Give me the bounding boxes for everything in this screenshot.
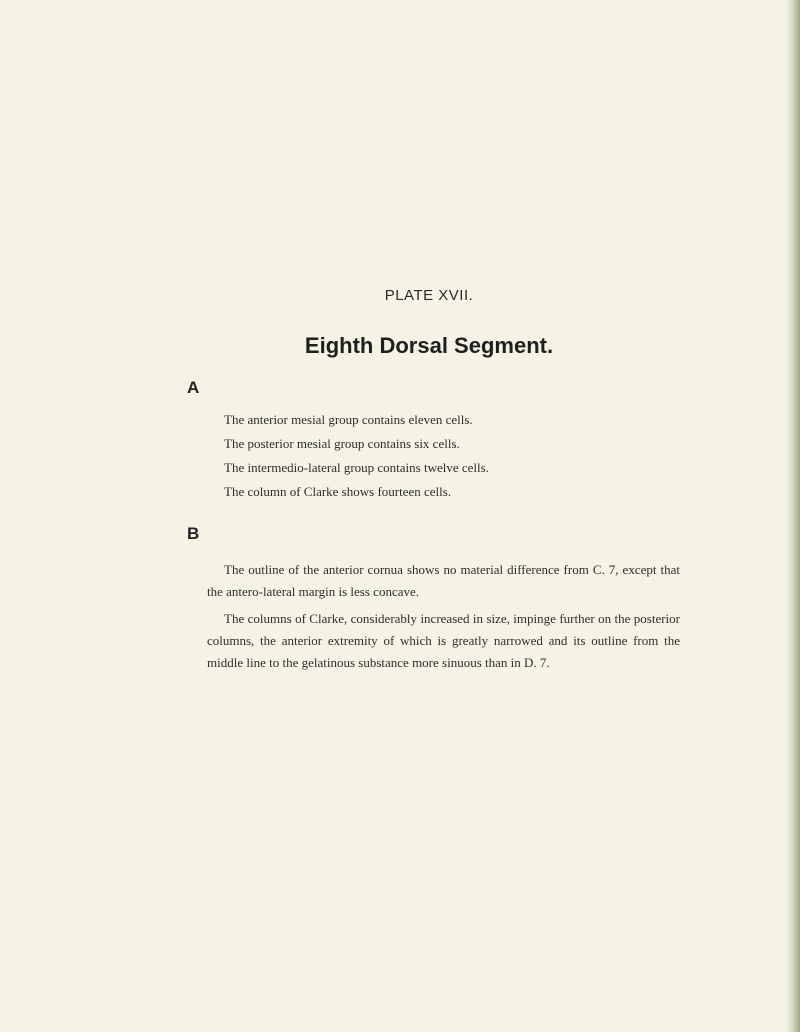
section-a-line: The posterior mesial group contains six cells. xyxy=(224,436,460,451)
section-a-line: The anterior mesial group contains eleven cells. xyxy=(224,412,473,427)
page-title: Eighth Dorsal Segment. xyxy=(304,333,554,358)
section-b-paragraph: The outline of the anterior cornua shows no material difference from C. 7, except that the antero-lateral margin is less concave. xyxy=(207,562,680,599)
section-a-line: The intermedio-lateral group contains twelve cells. xyxy=(224,460,489,475)
section-b-paragraph: The columns of Clarke, considerably increased in size, impinge further on the posterior columns, the anterior extremity of which is greatly narrowed and its outline from the middle line to the gelatinous substance more sinuous than in D. 7. xyxy=(207,611,680,670)
page-edge xyxy=(786,0,800,1032)
section-b-label: B xyxy=(187,524,200,543)
section-a-line: The column of Clarke shows fourteen cells. xyxy=(224,484,452,499)
plate-number: PLATE XVII. xyxy=(384,287,474,304)
section-a-label: A xyxy=(187,378,200,397)
